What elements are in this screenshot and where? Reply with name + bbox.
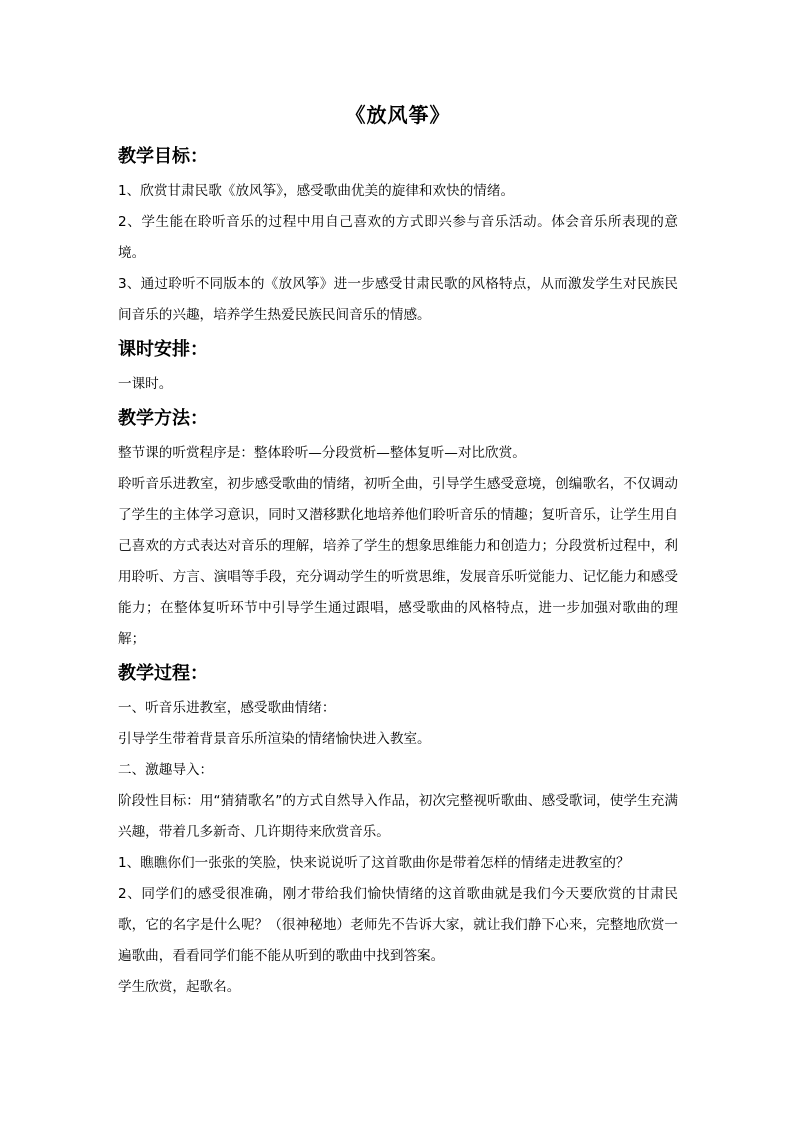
paragraph: 聆听音乐进教室，初步感受歌曲的情绪，初听全曲，引导学生感受意境，创编歌名，不仅调动了学生的主体学习意识，同时又潜移默化地培养他们聆听音乐的情趣；复听音乐，让学生用自己喜欢的方式表达对音乐的理解，培养了学生的想象思维能力和创造力；分段赏析过程中，利用聆听、方言、演唱等手段，充分调动学生的听赏思维，发展音乐听觉能力、记忆能力和感受能力；在整体复听环节中引导学生通过跟唱，感受歌曲的风格特点，进一步加强对歌曲的理解； (118, 476, 678, 647)
paragraph: 学生欣赏，起歌名。 (118, 979, 241, 995)
section-teaching-methods (118, 406, 678, 655)
section-heading: 教学目标： (118, 146, 208, 167)
document-title: 《放风筝》 (345, 103, 451, 127)
section-heading: 教学方法： (118, 408, 208, 429)
section-schedule (118, 337, 678, 400)
section-heading: 课时安排： (118, 339, 208, 360)
paragraph: 3、通过聆听不同版本的《放风筝》进一步感受甘肃民歌的风格特点，从而激发学生对民族民间音乐的兴趣，培养学生热爱民族民间音乐的情感。 (118, 276, 678, 323)
paragraph: 阶段性目标：用“猜猜歌名”的方式自然导入作品，初次完整视听歌曲、感受歌词，使学生充满兴趣，带着几多新奇、几许期待来欣赏音乐。 (118, 793, 678, 840)
paragraph: 引导学生带着背景音乐所渲染的情绪愉快进入教室。 (118, 731, 431, 747)
paragraph: 2、学生能在聆听音乐的过程中用自己喜欢的方式即兴参与音乐活动。体会音乐所表现的意境。 (118, 214, 678, 261)
paragraph: 1、瞧瞧你们一张张的笑脸，快来说说听了这首歌曲你是带着怎样的情绪走进教室的？ (118, 855, 630, 871)
section-teaching-goals (118, 144, 678, 331)
paragraph: 整节课的听赏程序是：整体聆听—分段赏析—整体复听—对比欣赏。 (118, 445, 526, 461)
paragraph: 一、听音乐进教室，感受歌曲情绪： (118, 700, 336, 716)
paragraph: 二、激趣导入： (118, 762, 214, 778)
document-page (118, 100, 678, 1003)
paragraph: 2、同学们的感受很准确，刚才带给我们愉快情绪的这首歌曲就是我们今天要欣赏的甘肃民歌，它的名字是什么呢？（很神秘地）老师先不告诉大家，就让我们静下心来，完整地欣赏一遍歌曲，看看同学们能不能从听到的歌曲中找到答案。 (118, 886, 678, 964)
section-teaching-process (118, 661, 678, 1003)
paragraph: 1、欣赏甘肃民歌《放风筝》，感受歌曲优美的旋律和欢快的情绪。 (118, 183, 515, 199)
paragraph: 一课时。 (118, 376, 173, 392)
section-heading: 教学过程： (118, 663, 208, 684)
